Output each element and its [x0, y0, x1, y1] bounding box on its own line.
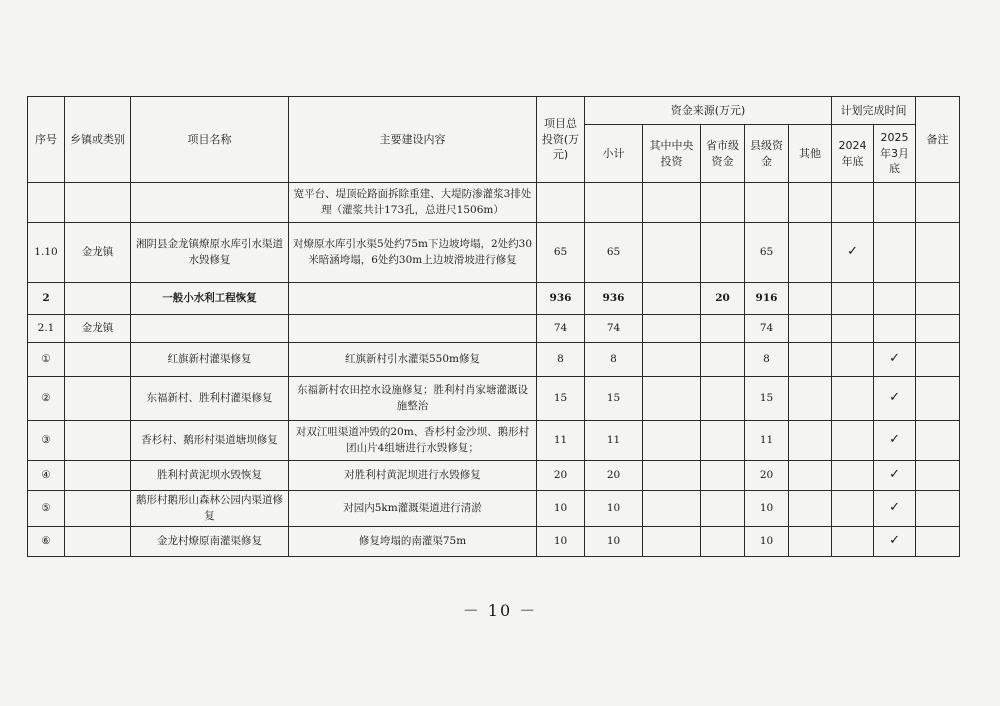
cell-subtotal: 74 [585, 315, 643, 343]
cell-central [643, 343, 701, 377]
cell-total: 20 [537, 461, 585, 491]
cell-plan-2024 [832, 421, 874, 461]
cell-seq: 2 [28, 283, 65, 315]
cell-plan-2025: ✓ [874, 377, 916, 421]
cell-name: 一般小水利工程恢复 [131, 283, 289, 315]
cell-provincial [701, 377, 745, 421]
cell-remark [916, 461, 960, 491]
cell-name: 鹅形村鹅形山森林公园内渠道修复 [131, 491, 289, 527]
cell-town [65, 183, 131, 223]
cell-content: 东福新村农田控水设施修复；胜利村肖家塘灌溉设施整治 [289, 377, 537, 421]
cell-subtotal: 10 [585, 527, 643, 557]
cell-content: 对双江咀渠道冲毁的20m、香杉村金沙坝、鹅形村团山片4组塘进行水毁修复； [289, 421, 537, 461]
cell-plan-2025: ✓ [874, 491, 916, 527]
header-fund-group: 资金来源(万元) [585, 97, 832, 125]
cell-total: 74 [537, 315, 585, 343]
cell-provincial [701, 223, 745, 283]
cell-seq: ① [28, 343, 65, 377]
cell-town: 金龙镇 [65, 315, 131, 343]
cell-plan-2025: ✓ [874, 527, 916, 557]
cell-name: 红旗新村灌渠修复 [131, 343, 289, 377]
cell-total: 11 [537, 421, 585, 461]
cell-content: 宽平台、堤顶砼路面拆除重建、大堤防渗灌浆3排处理（灌浆共计173孔，总进尺1506m） [289, 183, 537, 223]
cell-town [65, 527, 131, 557]
header-plan-group: 计划完成时间 [832, 97, 916, 125]
cell-plan-2025: ✓ [874, 461, 916, 491]
cell-subtotal: 10 [585, 491, 643, 527]
cell-plan-2024 [832, 461, 874, 491]
cell-central [643, 223, 701, 283]
cell-provincial [701, 183, 745, 223]
cell-central [643, 283, 701, 315]
cell-plan-2024 [832, 343, 874, 377]
cell-content [289, 315, 537, 343]
cell-seq: ⑤ [28, 491, 65, 527]
cell-county: 8 [745, 343, 789, 377]
cell-content: 红旗新村引水灌渠550m修复 [289, 343, 537, 377]
cell-content: 对胜利村黄泥坝进行水毁修复 [289, 461, 537, 491]
cell-county: 74 [745, 315, 789, 343]
cell-county: 11 [745, 421, 789, 461]
cell-other [789, 343, 832, 377]
cell-subtotal: 20 [585, 461, 643, 491]
cell-total: 936 [537, 283, 585, 315]
cell-provincial [701, 527, 745, 557]
table-row [28, 461, 960, 491]
header-central: 其中中央投资 [643, 125, 701, 183]
cell-seq: ④ [28, 461, 65, 491]
cell-remark [916, 283, 960, 315]
cell-central [643, 527, 701, 557]
header-plan-2025: 2025年3月底 [874, 125, 916, 183]
cell-name: 东福新村、胜利村灌渠修复 [131, 377, 289, 421]
cell-town [65, 377, 131, 421]
cell-other [789, 421, 832, 461]
table-row [28, 223, 960, 283]
cell-central [643, 183, 701, 223]
cell-provincial: 20 [701, 283, 745, 315]
cell-other [789, 223, 832, 283]
cell-name [131, 315, 289, 343]
cell-other [789, 491, 832, 527]
table-row [28, 315, 960, 343]
cell-remark [916, 223, 960, 283]
cell-content: 修复垮塌的南灌渠75m [289, 527, 537, 557]
table-row [28, 527, 960, 557]
cell-plan-2024 [832, 377, 874, 421]
cell-town [65, 491, 131, 527]
cell-other [789, 183, 832, 223]
cell-other [789, 315, 832, 343]
cell-seq: ⑥ [28, 527, 65, 557]
cell-total [537, 183, 585, 223]
cell-plan-2025 [874, 315, 916, 343]
cell-other [789, 377, 832, 421]
cell-county: 65 [745, 223, 789, 283]
header-subtotal: 小计 [585, 125, 643, 183]
cell-other [789, 527, 832, 557]
cell-plan-2024 [832, 315, 874, 343]
cell-provincial [701, 461, 745, 491]
cell-central [643, 491, 701, 527]
header-remark: 备注 [916, 97, 960, 183]
cell-central [643, 315, 701, 343]
cell-other [789, 283, 832, 315]
cell-seq: 1.10 [28, 223, 65, 283]
cell-subtotal: 8 [585, 343, 643, 377]
cell-remark [916, 491, 960, 527]
cell-county: 10 [745, 491, 789, 527]
cell-seq: ③ [28, 421, 65, 461]
cell-provincial [701, 421, 745, 461]
cell-remark [916, 315, 960, 343]
cell-town [65, 461, 131, 491]
cell-central [643, 377, 701, 421]
cell-county [745, 183, 789, 223]
cell-plan-2025 [874, 223, 916, 283]
cell-town [65, 421, 131, 461]
cell-name: 金龙村燎原南灌渠修复 [131, 527, 289, 557]
cell-other [789, 461, 832, 491]
cell-content: 对燎原水库引水渠5处约75m下边坡垮塌，2处约30米暗涵垮塌，6处约30m上边坡滑坡进行修复 [289, 223, 537, 283]
cell-seq: ② [28, 377, 65, 421]
cell-total: 15 [537, 377, 585, 421]
cell-content: 对园内5km灌溉渠道进行清淤 [289, 491, 537, 527]
table-row [28, 343, 960, 377]
cell-provincial [701, 343, 745, 377]
cell-town [65, 343, 131, 377]
cell-plan-2024 [832, 527, 874, 557]
project-table [27, 96, 960, 557]
cell-seq: 2.1 [28, 315, 65, 343]
cell-town [65, 283, 131, 315]
cell-plan-2025 [874, 183, 916, 223]
header-provincial: 省市级资金 [701, 125, 745, 183]
cell-central [643, 421, 701, 461]
cell-plan-2025: ✓ [874, 421, 916, 461]
cell-subtotal: 936 [585, 283, 643, 315]
header-town: 乡镇或类别 [65, 97, 131, 183]
cell-remark [916, 343, 960, 377]
cell-remark [916, 183, 960, 223]
header-name: 项目名称 [131, 97, 289, 183]
cell-plan-2025 [874, 283, 916, 315]
cell-seq [28, 183, 65, 223]
cell-name: 香杉村、鹅形村渠道塘坝修复 [131, 421, 289, 461]
cell-town: 金龙镇 [65, 223, 131, 283]
table-row [28, 183, 960, 223]
table-row [28, 421, 960, 461]
cell-subtotal: 65 [585, 223, 643, 283]
cell-plan-2024 [832, 491, 874, 527]
cell-plan-2024 [832, 283, 874, 315]
cell-central [643, 461, 701, 491]
header-other: 其他 [789, 125, 832, 183]
table-row [28, 377, 960, 421]
cell-county: 15 [745, 377, 789, 421]
cell-total: 8 [537, 343, 585, 377]
header-total: 项目总投资(万元) [537, 97, 585, 183]
cell-subtotal: 11 [585, 421, 643, 461]
cell-name: 湘阴县金龙镇燎原水库引水渠道水毁修复 [131, 223, 289, 283]
cell-total: 10 [537, 491, 585, 527]
cell-total: 65 [537, 223, 585, 283]
header-seq: 序号 [28, 97, 65, 183]
cell-remark [916, 527, 960, 557]
table-row [28, 283, 960, 315]
cell-county: 916 [745, 283, 789, 315]
cell-content [289, 283, 537, 315]
cell-subtotal [585, 183, 643, 223]
cell-county: 20 [745, 461, 789, 491]
cell-plan-2024: ✓ [832, 223, 874, 283]
page-number: － 10 － [462, 601, 538, 620]
cell-subtotal: 15 [585, 377, 643, 421]
cell-county: 10 [745, 527, 789, 557]
cell-plan-2024 [832, 183, 874, 223]
cell-provincial [701, 315, 745, 343]
header-plan-2024: 2024年底 [832, 125, 874, 183]
cell-total: 10 [537, 527, 585, 557]
cell-provincial [701, 491, 745, 527]
table-row [28, 491, 960, 527]
cell-name [131, 183, 289, 223]
cell-remark [916, 377, 960, 421]
cell-plan-2025: ✓ [874, 343, 916, 377]
header-county: 县级资金 [745, 125, 789, 183]
cell-remark [916, 421, 960, 461]
cell-name: 胜利村黄泥坝水毁恢复 [131, 461, 289, 491]
header-content: 主要建设内容 [289, 97, 537, 183]
